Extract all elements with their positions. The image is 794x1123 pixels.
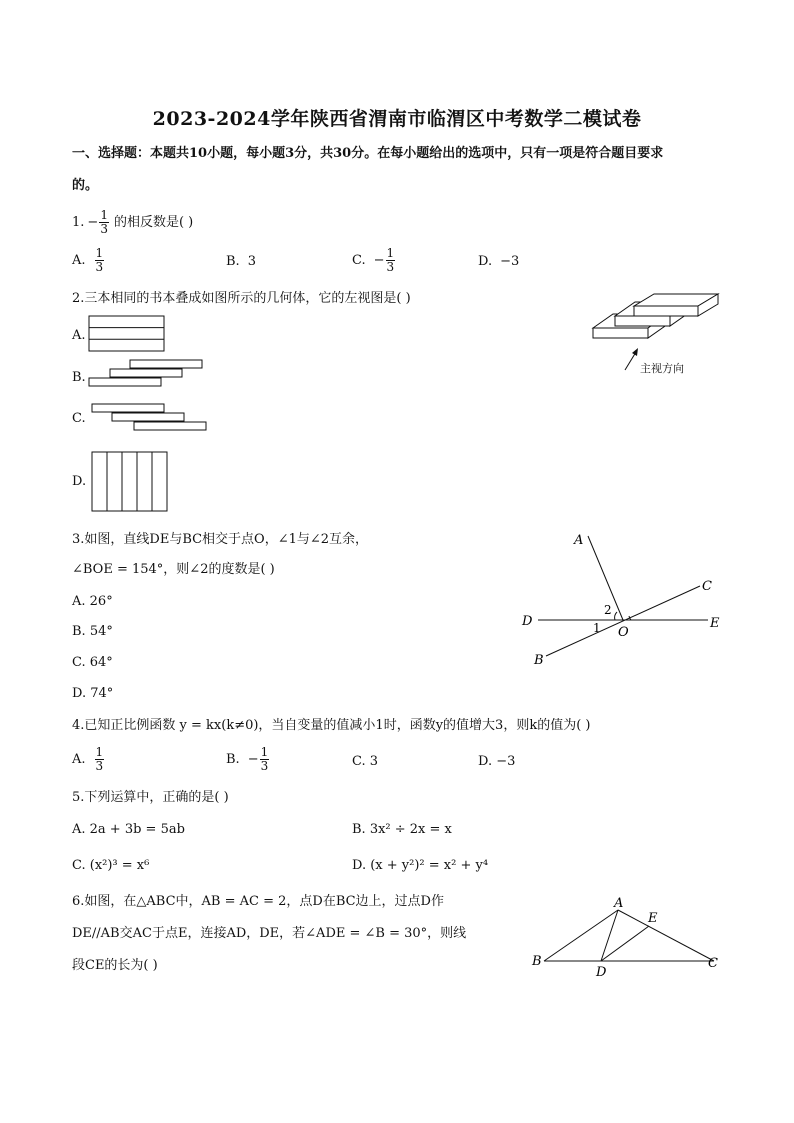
q2-option-d-label: D. [72,474,87,489]
q1-stem: 的相反数是( ) [113,214,194,230]
q1-option-b-text: 3 [247,254,256,269]
q1-option-a-label: A. [72,253,86,268]
page-title: 2023-2024学年陕西省渭南市临渭区中考数学二模试卷 [152,108,642,130]
q4-option-a [72,746,105,773]
q1-option-c-label: C. [352,253,366,268]
q4-option-b-label: B. [226,752,240,767]
question-4: 4.已知正比例函数 y = kx(k≠0)，当自变量的值减小1时，函数y的值增大3，则k的值为( ) [72,718,591,733]
q5-option-a: A. 2a + 3b = 5ab [72,822,185,837]
q1-number: 1. [72,214,85,230]
q3-option-a: A. 26° [72,594,113,609]
q3-label-b: B [534,653,544,668]
q6-label-c: C [708,956,718,971]
question-3-line1: 3.如图，直线DE与BC相交于点O，∠1与∠2互余， [72,532,369,547]
q2-option-c-label: C. [72,411,86,426]
q3-angle-figure [518,528,724,672]
q3-option-b: B. 54° [72,624,113,639]
q1-option-c-den: 3 [386,260,395,274]
q1-fraction-den: 3 [100,222,108,236]
q3-option-d: D. 74° [72,686,114,701]
section-instructions: 一、选择题：本题共10小题，每小题3分，共30分。在每小题给出的选项中，只有一项是符合题目要求 [72,146,664,161]
q2-option-b-figure [88,359,204,389]
question-6-line2: DE//AB交AC于点E，连接AD，DE，若∠ADE = ∠B = 30°，则线 [72,926,467,941]
q4-option-b-fraction [260,746,270,773]
q1-option-b [226,254,256,269]
q1-option-a [72,247,105,274]
q1-option-c-minus: − [373,253,385,268]
q2-option-b-label: B. [72,370,86,385]
question-2: 2.三本相同的书本叠成如图所示的几何体，它的左视图是( ) [72,291,411,306]
q4-option-b [226,746,270,773]
q3-label-angle-2: 2 [604,603,612,617]
q6-label-d: D [596,965,607,980]
q4-option-b-num: 1 [260,745,269,759]
q5-option-b: B. 3x² ÷ 2x = x [352,822,452,837]
q4-option-b-den: 3 [260,759,269,773]
q1-option-a-den: 3 [95,260,104,274]
q2-option-a-label: A. [72,328,86,343]
q1-fraction [99,209,109,236]
q1-option-b-label: B. [226,254,240,269]
q3-label-a: A [574,533,584,548]
q2-stacked-books-figure [588,290,728,382]
question-6-line3: 段CE的长为( ) [72,958,158,973]
q4-option-a-den: 3 [95,759,104,773]
q4-option-d: D. −3 [478,754,516,769]
q4-option-a-num: 1 [95,745,104,759]
q6-label-a: A [614,896,624,911]
question-3-line2: ∠BOE = 154°，则∠2的度数是( ) [72,562,275,577]
q1-option-d-text: −3 [500,254,520,269]
q6-label-b: B [532,954,542,969]
q4-option-b-minus: − [247,752,259,767]
q1-option-c [352,247,396,274]
q5-option-c: C. (x²)³ = x⁶ [72,858,150,873]
q2-option-a-figure [88,315,168,353]
q1-option-d [478,254,519,269]
q1-option-a-num: 1 [95,246,104,260]
section-instructions-cont: 的。 [72,178,99,193]
q1-option-c-num: 1 [386,246,395,260]
q6-label-e: E [648,911,658,926]
q4-option-a-fraction [95,746,105,773]
q2-option-d-figure [91,451,169,513]
q1-minus: − [87,214,99,230]
question-5: 5.下列运算中，正确的是( ) [72,790,229,805]
q1-option-c-fraction [386,247,396,274]
q1-option-a-fraction [95,247,105,274]
q1-fraction-num: 1 [100,208,108,222]
q6-triangle-figure [526,892,726,982]
q1-option-d-label: D. [478,254,493,269]
q5-option-d: D. (x + y²)² = x² + y⁴ [352,858,489,873]
question-6-line1: 6.如图，在△ABC中，AB = AC = 2，点D在BC边上，过点D作 [72,894,444,909]
q3-label-c: C [702,579,712,594]
q2-figure-label: 主视方向 [640,362,684,375]
q4-option-c: C. 3 [352,754,379,769]
q3-label-angle-1: 1 [593,621,601,635]
q3-label-o: O [618,625,629,640]
q2-option-c-figure [90,403,208,433]
q3-label-e: E [710,616,720,631]
question-1 [72,209,193,236]
q3-option-c: C. 64° [72,655,113,670]
q3-label-d: D [522,614,533,629]
q4-option-a-label: A. [72,752,86,767]
